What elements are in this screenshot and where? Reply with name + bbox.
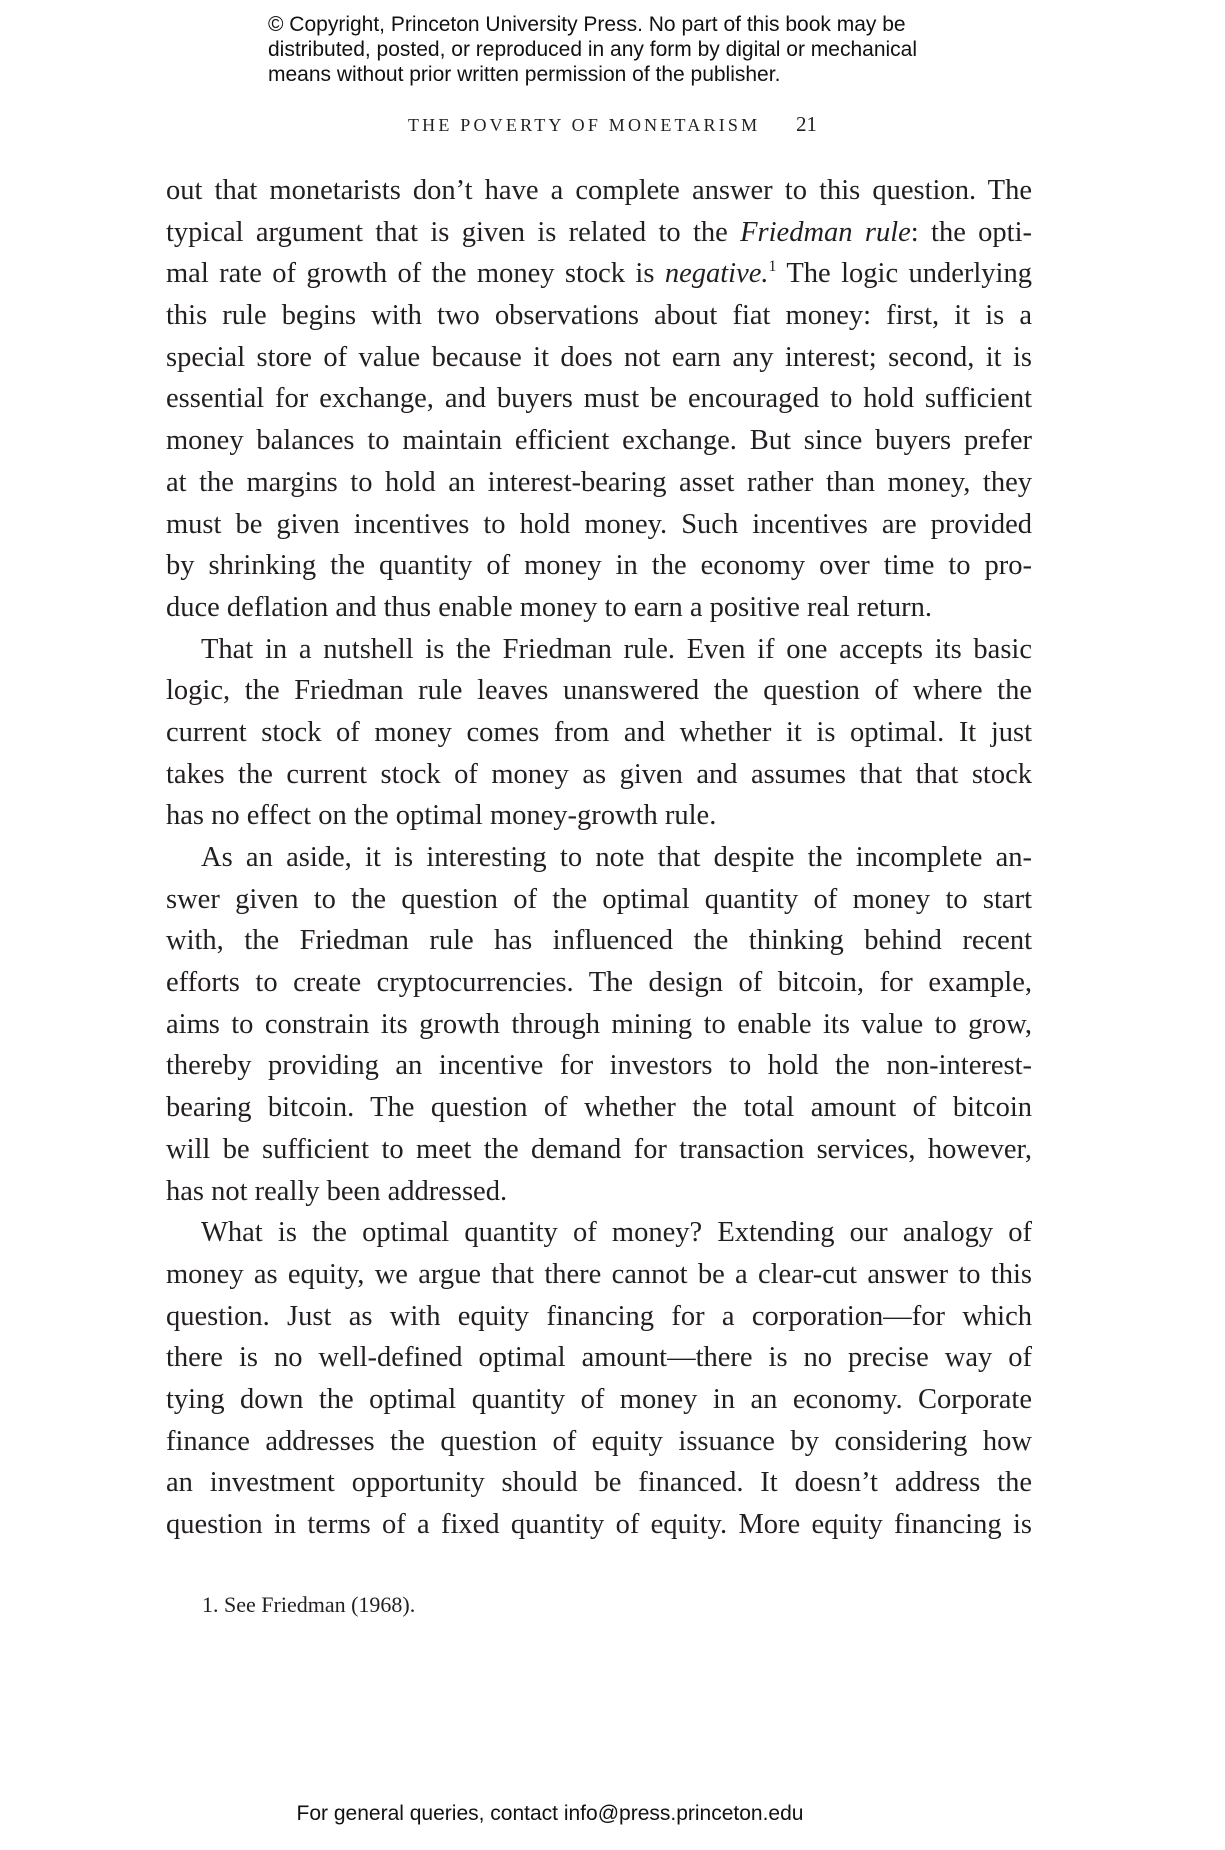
text-line: tying down the optimal quantity of money in an economy. Corporate (166, 1383, 1032, 1415)
body-text (166, 170, 1032, 1546)
copyright-line: © Copyright, Princeton University Press. No part of this book may be (268, 13, 906, 36)
running-head (0, 112, 1225, 137)
text-line: efforts to create cryptocurrencies. The design of bitcoin, for example, (166, 967, 1032, 999)
text-line: must be given incentives to hold money. Such incentives are provided (166, 508, 1032, 540)
text-line: money balances to maintain efficient exchange. But since buyers prefer (166, 425, 1032, 457)
text-line: bearing bitcoin. The question of whether the total amount of bitcoin (166, 1092, 1032, 1124)
text-line: As an aside, it is interesting to note that despite the incomplete an- (201, 842, 1032, 873)
footer-contact: For general queries, contact info@press.princeton.edu (296, 1802, 804, 1825)
page-number: 21 (796, 112, 818, 136)
footnote-ref[interactable]: 1 (768, 258, 777, 276)
text-line: takes the current stock of money as given and assumes that that stock (166, 758, 1032, 790)
friedman-rule-term: Friedman rule (740, 216, 911, 248)
text-line: with, the Friedman rule has influenced the thinking behind recent (166, 925, 1032, 957)
text-line: at the margins to hold an interest-bearing asset rather than money, they (166, 466, 1032, 498)
text-line: question in terms of a fixed quantity of equity. More equity financing is (166, 1509, 1032, 1540)
text-line: question. Just as with equity financing for a corporation—for which (166, 1300, 1032, 1332)
text-line: special store of value because it does not earn any interest; second, it is (166, 341, 1032, 373)
text-line: there is no well-defined optimal amount—there is no precise way of (166, 1342, 1032, 1374)
text-line: this rule begins with two observations about fiat money: first, it is a (166, 300, 1032, 332)
copyright-line: distributed, posted, or reproduced in any form by digital or mechanical (268, 38, 918, 61)
text-line: will be sufficient to meet the demand for transaction services, however, (166, 1133, 1032, 1165)
text-line: essential for exchange, and buyers must be encouraged to hold sufficient (166, 383, 1032, 415)
text-line: duce deflation and thus enable money to earn a positive real return. (166, 591, 933, 623)
text-line: logic, the Friedman rule leaves unanswered the question of where the (166, 675, 1032, 707)
text-line: by shrinking the quantity of money in the economy over time to pro- (166, 550, 1032, 582)
text-line: out that monetarists don’t have a complete answer to this question. The (166, 175, 1032, 206)
copyright-notice (268, 12, 968, 87)
text-line: money as equity, we argue that there cannot be a clear-cut answer to this (166, 1258, 1032, 1290)
text-line: swer given to the question of the optimal quantity of money to start (166, 883, 1032, 915)
text-line: aims to constrain its growth through mining to enable its value to grow, (166, 1008, 1032, 1040)
text-line: finance addresses the question of equity issuance by considering how (166, 1425, 1032, 1457)
text-line: current stock of money comes from and whether it is optimal. It just (166, 716, 1032, 748)
chapter-title: THE POVERTY OF MONETARISM (407, 115, 761, 135)
text-line: What is the optimal quantity of money? Extending our analogy of (201, 1217, 1032, 1249)
text-line: has not really been addressed. (166, 1175, 508, 1207)
text-line: thereby providing an incentive for investors to hold the non-interest- (166, 1050, 1032, 1082)
text-line: has no effect on the optimal money-growth rule. (166, 800, 717, 832)
footnote: 1. See Friedman (1968). (202, 1592, 416, 1617)
text-line: mal rate of growth of the money stock is negative.$^1$ The logic underlying (166, 258, 1032, 290)
copyright-line: means without prior written permission of the publisher. (268, 63, 781, 86)
text-line: an investment opportunity should be financed. It doesn’t address the (166, 1467, 1032, 1499)
text-line: typical argument that is given is related to the Friedman rule: the opti- (166, 216, 1032, 248)
text-line: That in a nutshell is the Friedman rule. Even if one accepts its basic (201, 633, 1032, 665)
